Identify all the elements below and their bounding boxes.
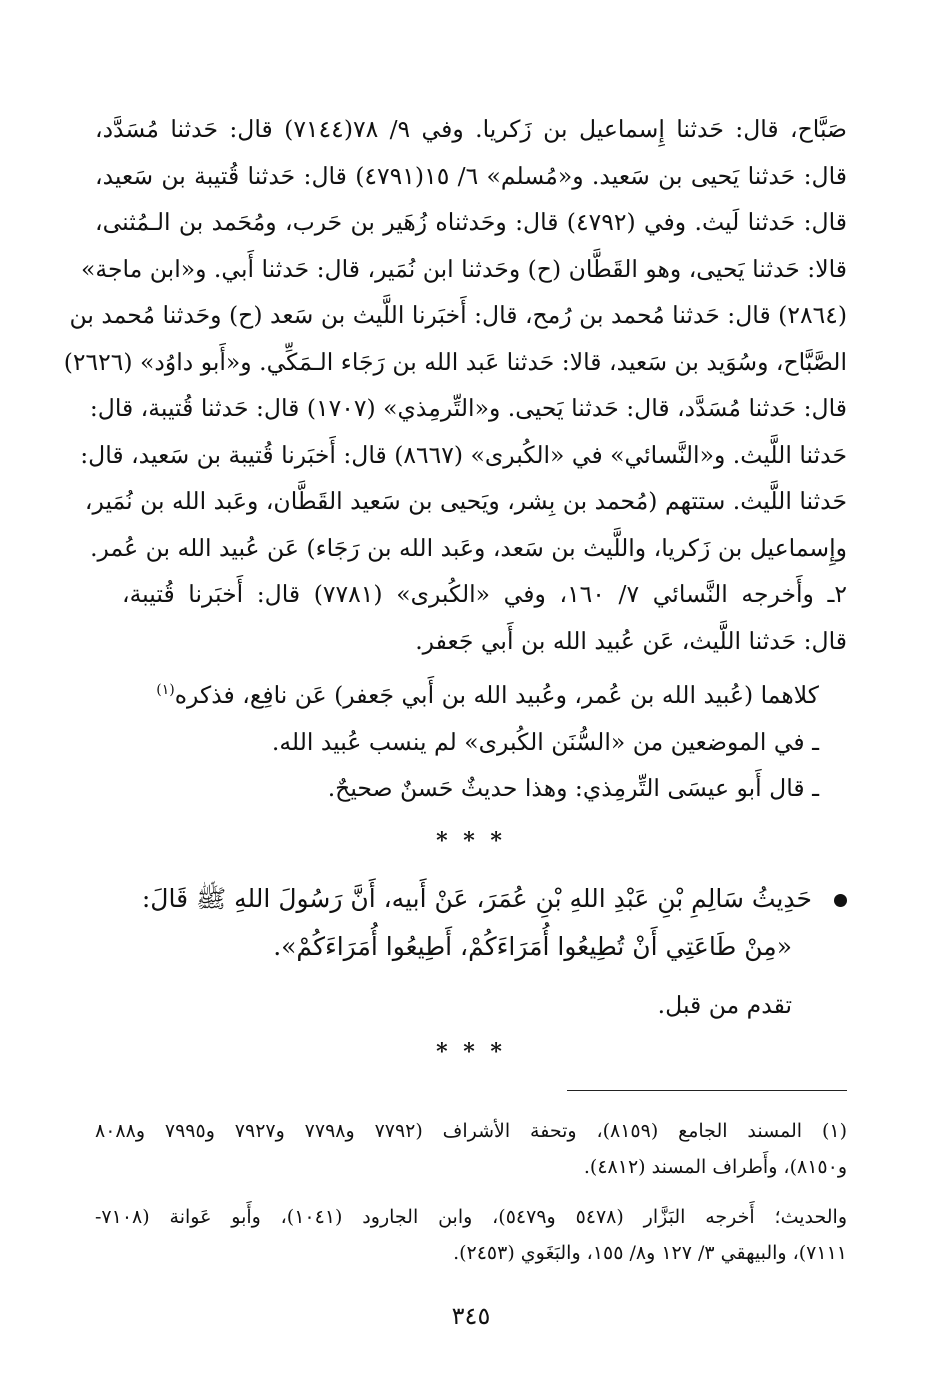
note-line: ـ في الموضعين من «السُّنَن الكُبرى» لم ينسب عُبيد الله. [271, 727, 819, 756]
body-line: قال: حَدثنا لَيث. وفي (٤٧٩٢) قال: وحَدثناه زُهَير بن حَرب، ومُحَمد بن الـمُثنى، [95, 208, 847, 236]
separator-stars: * * * [436, 828, 506, 854]
hadith-text: حَدِيثُ سَالِمِ بْنِ عَبْدِ اللهِ بْنِ عُمَرَ، عَنْ أَبيه، أَنَّ رَسُولَ اللهِ ﷺ قَالَ: [141, 884, 812, 913]
footnote-line: والحديث؛ أَخرجه البَزَّار (٥٤٧٨ و٥٤٧٩)، وابن الجارود (١٠٤١)، وأَبو عَوانة (٧١٠٨- [95, 1206, 847, 1228]
both-line [95, 672, 819, 718]
footnote-line: ٧١١١)، والبيهقي ٣/ ١٢٧ و٨/ ١٥٥، والبَغَوي (٢٤٥٣). [453, 1242, 847, 1264]
body-line: حَدثنا اللَّيث. ستتهم (مُحمد بن بِشر، ويَحيى بن سَعيد القَطَّان، وعَبد الله بن نُمَير، [84, 487, 847, 515]
footnote-line: (١) المسند الجامع (٨١٥٩)، وتحفة الأشراف (٧٧٩٢ و٧٧٩٨ و٧٩٢٧ و٧٩٩٥ و٨٠٨٨ [95, 1120, 848, 1142]
cross-reference: تقدم من قبل. [657, 991, 792, 1019]
body-line: وإِسماعيل بن زَكريا، واللَّيث بن سَعد، وعَبد الله بن رَجَاء) عَن عُبيد الله بن عُمر. [90, 533, 847, 562]
body-line: (٢٨٦٤) قال: حَدثنا مُحمد بن رُمح، قال: أَخبَرنا اللَّيث بن سَعد (ح) وحَدثنا مُحمد بن [69, 301, 847, 329]
both-text: كلاهما (عُبيد الله بن عُمر، وعُبيد الله بن أَبي جَعفر) عَن نافِع، فذكره [174, 681, 819, 709]
body-line: قال: حَدثنا اللَّيث، عَن عُبيد الله بن أَبي جَعفر. [415, 626, 847, 655]
bullet-icon [834, 894, 847, 907]
hadith-line [95, 876, 847, 922]
body-line: قالا: حَدثنا يَحيى، وهو القَطَّان (ح) وحَدثنا ابن نُمَير، قال: حَدثنا أَبي. و«ابن ماجة» [81, 254, 847, 283]
footnote-divider [567, 1090, 847, 1091]
body-line: الصَّبَّاح، وسُوَيد بن سَعيد، قالا: حَدثنا عَبد الله بن رَجَاء الـمَكِّي. و«أَبو داوُد» (٢٦٢٦) [63, 347, 847, 376]
body-line: قال: حَدثنا يَحيى بن سَعيد. و«مُسلم» ٦/ ١٥(٤٧٩١) قال: حَدثنا قُتيبة بن سَعيد، [95, 161, 847, 190]
footnote-reference[interactable]: (١) [156, 682, 175, 699]
book-page [63, 106, 848, 1346]
body-line: ٢ـ وأَخرجه النَّسائي ٧/ ١٦٠، وفي «الكُبرى» (٧٧٨١) قال: أَخبَرنا قُتيبة، [122, 580, 847, 608]
separator-stars: * * * [436, 1039, 506, 1065]
page-number: ٣٤٥ [451, 1302, 491, 1330]
hadith-line: «مِنْ طَاعَتِي أَنْ تُطِيعُوا أُمَرَاءَكُمْ، أَطِيعُوا أُمَرَاءَكُمْ». [273, 932, 792, 961]
footnote-line: و٨١٥٠)، وأَطراف المسند (٤٨١٢). [583, 1156, 847, 1178]
body-line: صَبَّاح، قال: حَدثنا إِسماعيل بن زَكريا. وفي ٩/ ٧٨(٧١٤٤) قال: حَدثنا مُسَدَّد، [95, 115, 848, 143]
body-line: قال: حَدثنا مُسَدَّد، قال: حَدثنا يَحيى. و«التِّرمِذي» (١٧٠٧) قال: حَدثنا قُتيبة، قال: [89, 394, 847, 422]
body-line: حَدثنا اللَّيث. و«النَّسائي» في «الكُبرى» (٨٦٦٧) قال: أَخبَرنا قُتيبة بن سَعيد، قال: [80, 440, 847, 469]
note-line: ـ قال أَبو عيسَى التِّرمِذي: وهذا حديثٌ حَسنٌ صحيحٌ. [327, 774, 819, 802]
